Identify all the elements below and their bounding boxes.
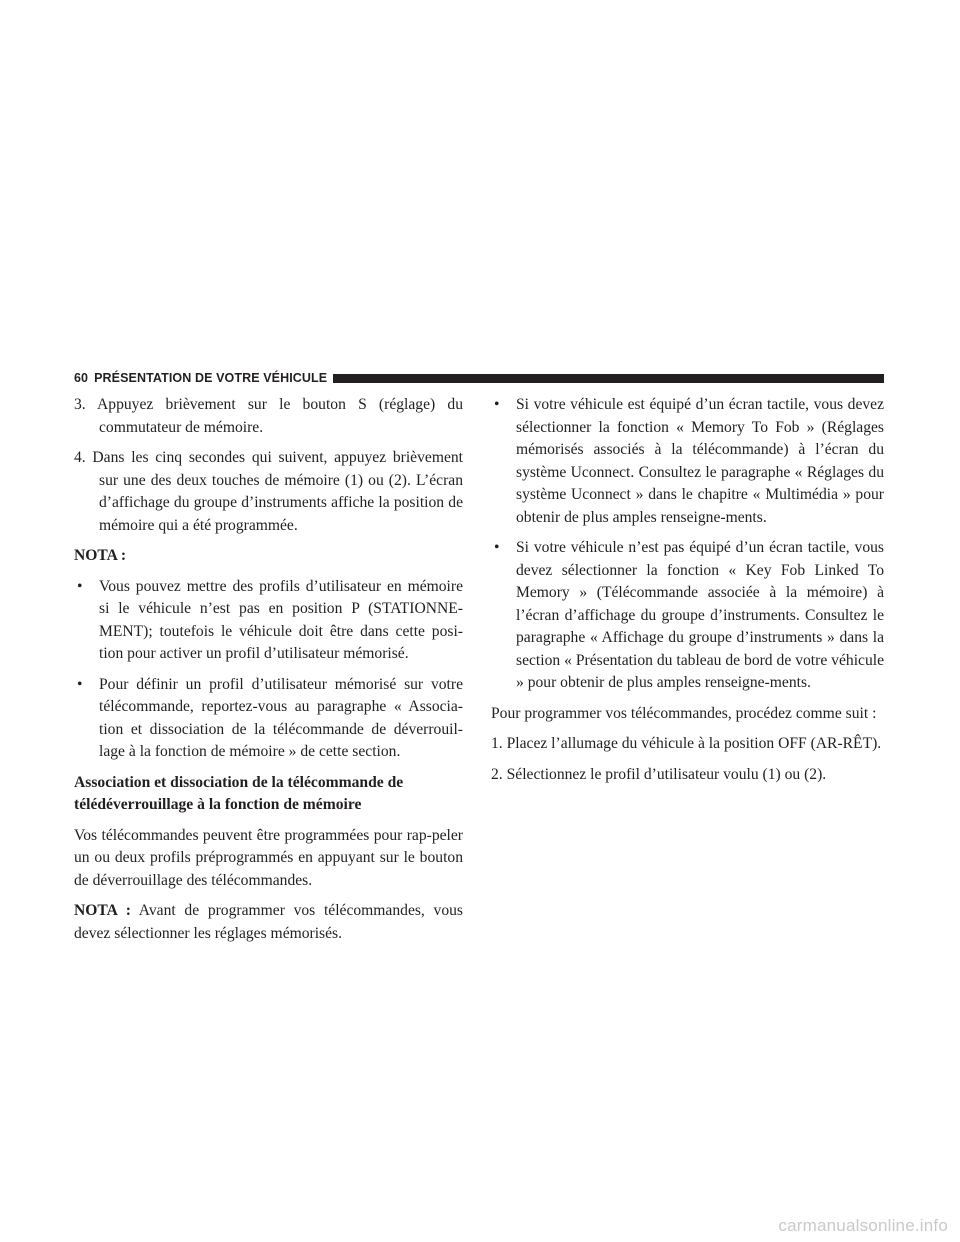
bullet-icon: •	[77, 577, 83, 595]
page-number: 60	[74, 371, 89, 385]
bullet-text: Si votre véhicule n’est pas équipé d’un écran tactile, vous devez sélectionner la fonction « Key Fob Linked To Memory » (Télécommande associée à la mémoire) à l’écran d’affichage du groupe d’instruments. Consultez le paragraphe « Affichage du groupe d’instruments » dans la section « Présentation du tableau de bord de votre véhicule » pour obtenir de plus amples renseigne-ments.	[516, 539, 884, 691]
left-column	[74, 394, 463, 953]
bullet-text: Pour définir un profil d’utilisateur mémorisé sur votre télécommande, reportez-vous au paragraphe « Associa-tion et dissociation de la télécommande de déverrouil-lage à la fonction de mémoire » de cette section.	[99, 675, 463, 760]
list-item	[74, 576, 463, 666]
step-3: 3. Appuyez brièvement sur le bouton S (réglage) du commutateur de mémoire.	[74, 396, 463, 436]
section-subheading: Association et dissociation de la télécommande de télédéverrouillage à la fonction de mémoire	[74, 773, 404, 813]
step-1: 1. Placez l’allumage du véhicule à la position OFF (AR-RÊT).	[491, 735, 882, 752]
bullet-icon: •	[494, 396, 500, 413]
step-4: 4. Dans les cinq secondes qui suivent, appuyez brièvement sur une des deux touches de mémoire (1) ou (2). L’écran d’affichage du groupe d’instruments affiche la position de mémoire qui a été programmée.	[74, 449, 463, 534]
bullet-icon: •	[494, 539, 500, 556]
right-column	[491, 394, 884, 794]
header-rule	[333, 374, 884, 383]
section-title: PRÉSENTATION DE VOTRE VÉHICULE	[94, 371, 328, 385]
page-header	[74, 368, 884, 388]
list-item	[74, 674, 463, 764]
note-label: NOTA :	[74, 902, 131, 919]
watermark: carmanualsonline.info	[778, 1216, 948, 1235]
list-item	[491, 537, 884, 695]
paragraph: Pour programmer vos télécommandes, procédez comme suit :	[491, 704, 877, 722]
bullet-text: Vous pouvez mettre des profils d’utilisateur en mémoire si le véhicule n’est pas en position P (STATIONNE-MENT); toutefois le véhicule doit être dans cette posi-tion pour activer un profil d’utilisateur mémorisé.	[99, 577, 463, 662]
note-text: Avant de programmer vos télécommandes, vous devez sélectionner les réglages mémorisés.	[74, 902, 463, 942]
note-paragraph	[74, 900, 463, 945]
paragraph: Vos télécommandes peuvent être programmées pour rap-peler un ou deux profils préprogrammés en appuyant sur le bouton de déverrouillage des télécommandes.	[74, 826, 463, 889]
step-2: 2. Sélectionnez le profil d’utilisateur voulu (1) ou (2).	[491, 765, 827, 783]
header-label	[74, 371, 327, 385]
list-item	[491, 394, 884, 529]
note-label: NOTA :	[74, 547, 127, 564]
bullet-text: Si votre véhicule est équipé d’un écran tactile, vous devez sélectionner la fonction « Memory To Fob » (Réglages mémorisés associés à la télécommande) à l’écran du système Uconnect. Consultez le paragraphe « Réglages du système Uconnect » dans le chapitre « Multimédia » pour obtenir de plus amples renseigne-ments.	[516, 396, 884, 526]
bullet-icon: •	[77, 675, 83, 693]
